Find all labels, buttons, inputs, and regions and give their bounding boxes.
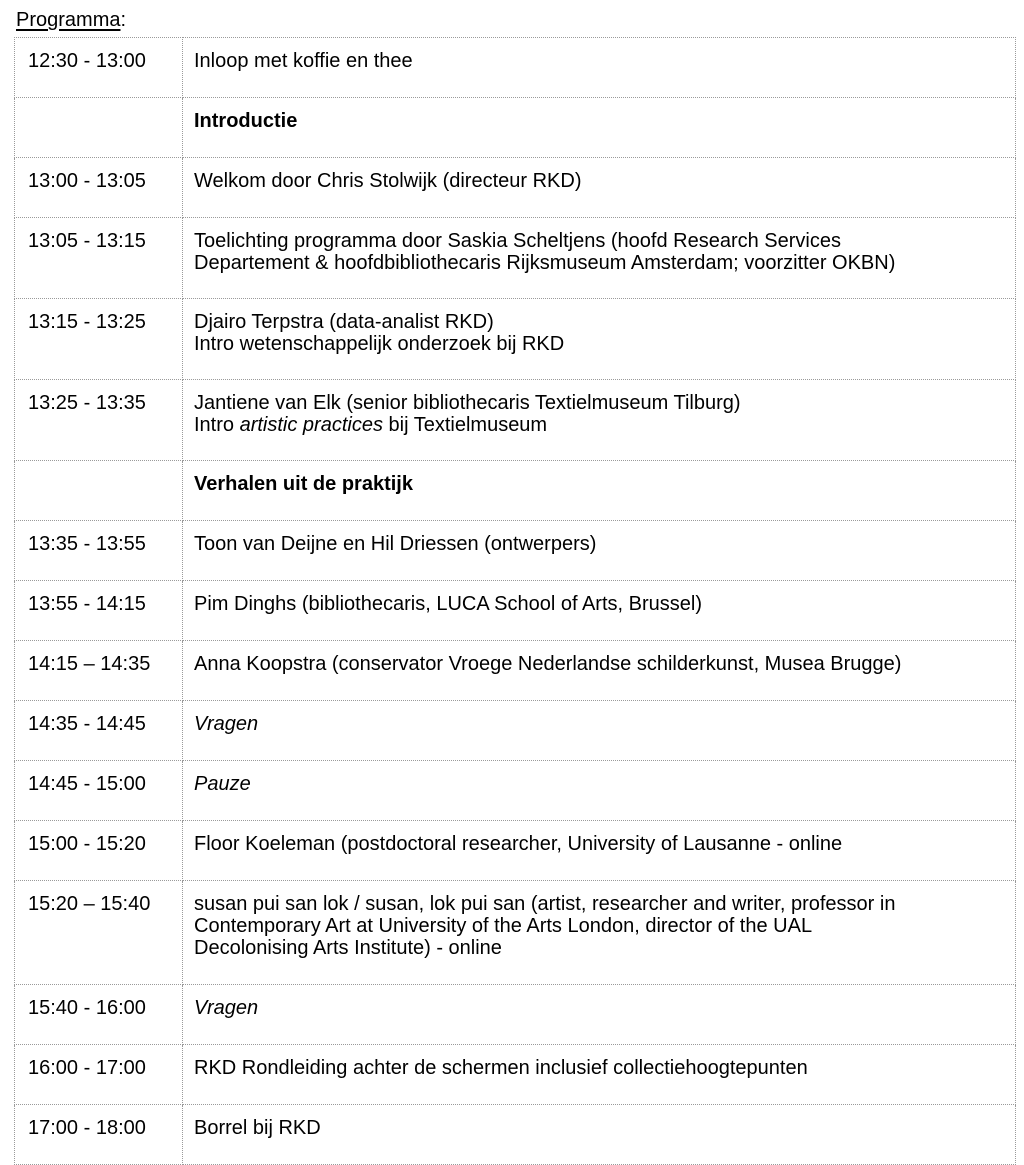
table-row [15,1045,1016,1105]
description-text: Intro [194,414,240,436]
time-cell: 15:40 - 16:00 [15,985,183,1045]
description-line: Toelichting programma door Saskia Scheltjens (hoofd Research Services [194,230,841,252]
section-title-introductie: Introductie [183,98,1016,158]
description-cell [183,218,1016,299]
description-line: Decolonising Arts Institute) - online [194,937,502,959]
section-header-row [15,98,1016,158]
description-cell: Anna Koopstra (conservator Vroege Nederlandse schilderkunst, Musea Brugge) [183,641,1016,701]
description-cell: Borrel bij RKD [183,1105,1016,1165]
description-line: Djairo Terpstra (data-analist RKD) [194,311,494,333]
description-cell: Vragen [183,985,1016,1045]
time-cell: 15:20 – 15:40 [15,881,183,985]
time-cell: 15:00 - 15:20 [15,821,183,881]
time-cell: 14:45 - 15:00 [15,761,183,821]
description-cell: Welkom door Chris Stolwijk (directeur RKD) [183,158,1016,218]
time-cell: 13:25 - 13:35 [15,380,183,461]
table-row [15,38,1016,98]
time-cell: 13:05 - 13:15 [15,218,183,299]
table-row [15,985,1016,1045]
time-cell: 16:00 - 17:00 [15,1045,183,1105]
description-line: Departement & hoofdbibliothecaris Rijksmuseum Amsterdam; voorzitter OKBN) [194,252,896,274]
time-cell: 13:15 - 13:25 [15,299,183,380]
table-row [15,641,1016,701]
table-row [15,761,1016,821]
time-cell: 14:35 - 14:45 [15,701,183,761]
table-row [15,1105,1016,1165]
section-header-row [15,461,1016,521]
description-cell: Pauze [183,761,1016,821]
table-row [15,218,1016,299]
description-cell [183,380,1016,461]
table-row [15,158,1016,218]
description-cell: Pim Dinghs (bibliothecaris, LUCA School of Arts, Brussel) [183,581,1016,641]
description-line: Jantiene van Elk (senior bibliothecaris Textielmuseum Tilburg) [194,392,741,414]
table-row [15,821,1016,881]
description-cell: Floor Koeleman (postdoctoral researcher, University of Lausanne - online [183,821,1016,881]
programme-heading-label: Programma [16,9,121,31]
programme-table [14,37,1016,1165]
time-cell [15,461,183,521]
description-line [194,414,1011,436]
section-title-verhalen: Verhalen uit de praktijk [183,461,1016,521]
table-row [15,299,1016,380]
table-row [15,521,1016,581]
description-cell [183,299,1016,380]
time-cell: 12:30 - 13:00 [15,38,183,98]
time-cell: 14:15 – 14:35 [15,641,183,701]
description-line: susan pui san lok / susan, lok pui san (artist, researcher and writer, professor in [194,893,896,915]
table-row [15,380,1016,461]
time-cell: 13:00 - 13:05 [15,158,183,218]
time-cell: 13:35 - 13:55 [15,521,183,581]
time-cell [15,98,183,158]
description-line: Contemporary Art at University of the Arts London, director of the UAL [194,915,813,937]
table-row [15,581,1016,641]
table-row [15,701,1016,761]
programme-heading-colon: : [120,9,127,31]
time-cell: 17:00 - 18:00 [15,1105,183,1165]
description-cell: Vragen [183,701,1016,761]
programme-heading [16,7,126,33]
description-cell: Toon van Deijne en Hil Driessen (ontwerpers) [183,521,1016,581]
description-italic-text: artistic practices [239,414,383,436]
description-line: Intro wetenschappelijk onderzoek bij RKD [194,333,565,355]
time-cell: 13:55 - 14:15 [15,581,183,641]
description-text: bij Textielmuseum [382,414,548,436]
description-cell: Inloop met koffie en thee [183,38,1016,98]
description-cell: RKD Rondleiding achter de schermen inclusief collectiehoogtepunten [183,1045,1016,1105]
